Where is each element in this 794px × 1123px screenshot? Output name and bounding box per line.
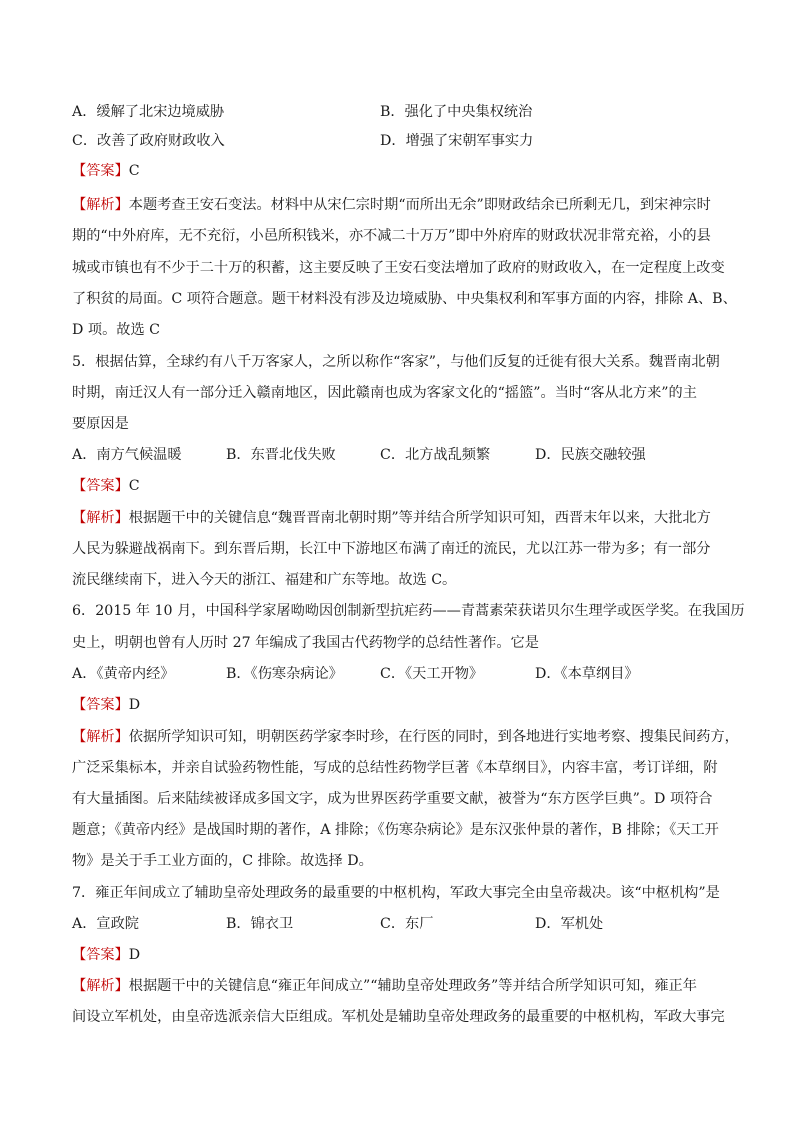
q7-option-a: A．宣政院: [72, 916, 139, 932]
q5-analysis-line-1: [72, 508, 711, 528]
answer-value: D: [128, 947, 141, 963]
q7-option-c: C．东厂: [380, 916, 434, 932]
q5-stem-line-2: 时期，南迁汉人有一部分迁入赣南地区，因此赣南也成为客家文化的“摇篮”。当时“客从北方来”的主: [72, 385, 697, 401]
q5-option-d: D．民族交融较强: [535, 447, 646, 463]
q6-stem-line-1: 6．2015 年 10 月，中国科学家屠呦呦因创制新型抗疟药——青蒿素荣获诺贝尔生理学或医学奖。在我国历: [72, 603, 745, 619]
answer-value: C: [128, 478, 140, 494]
analysis-text: 根据题干中的关键信息“魏晋晋南北朝时期”等并结合所学知识可知，西晋末年以来，大批北方: [128, 510, 711, 526]
answer-tag: 【答案】: [72, 163, 129, 179]
q4-analysis-line-5: D 项。故选 C: [72, 322, 161, 338]
q7-analysis-line-2: 间设立军机处，由皇帝选派亲信大臣组成。军机处是辅助皇帝处理政务的最重要的中枢机构，军政大事完: [72, 1009, 725, 1025]
q5-answer: [72, 476, 140, 496]
answer-tag: 【答案】: [72, 478, 129, 494]
q7-analysis-line-1: [72, 976, 697, 996]
q6-option-a: A．《黄帝内经》: [72, 666, 175, 682]
q7-answer: [72, 945, 140, 965]
q4-answer: [72, 161, 140, 181]
q5-stem-line-1: 5．根据估算，全球约有八千万客家人，之所以称作“客家”，与他们反复的迁徙有很大关系。魏晋南北朝: [72, 354, 720, 370]
analysis-tag: 【解析】: [72, 729, 129, 745]
analysis-text: 根据题干中的关键信息“雍正年间成立”“辅助皇帝处理政务”等并结合所学知识可知，雍正年: [128, 978, 697, 994]
q5-option-a: A．南方气候温暖: [72, 447, 182, 463]
q6-analysis-line-4: 题意；《黄帝内经》是战国时期的著作，A 排除；《伤寒杂病论》是东汉张仲景的著作，B 排除；《天工开: [72, 822, 719, 838]
q4-option-a: A．缓解了北宋边境威胁: [72, 104, 225, 120]
q7-option-b: B．锦衣卫: [226, 916, 294, 932]
q7-stem-line-1: 7．雍正年间成立了辅助皇帝处理政务的最重要的中枢机构，军政大事完全由皇帝裁决。该“中枢机构”是: [72, 885, 720, 901]
answer-value: D: [128, 697, 141, 713]
answer-value: C: [128, 163, 140, 179]
q6-analysis-line-3: 有大量插图。后来陆续被译成多国文字，成为世界医药学重要文献，被誉为“东方医学巨典”。D 项符合: [72, 791, 713, 807]
q5-option-b: B．东晋北伐失败: [226, 447, 336, 463]
q4-analysis-line-3: 城或市镇也有不少于二十万的积蓄，这主要反映了王安石变法增加了政府的财政收入，在一定程度上改变: [72, 260, 725, 276]
q6-analysis-line-1: [72, 727, 739, 747]
answer-tag: 【答案】: [72, 947, 129, 963]
q6-stem-line-2: 史上，明朝也曾有人历时 27 年编成了我国古代药物学的总结性著作。它是: [72, 635, 539, 651]
analysis-text: 本题考查王安石变法。材料中从宋仁宗时期“而所出无余”即财政结余已所剩无几，到宋神宗时: [128, 197, 711, 213]
q5-stem-line-3: 要原因是: [72, 416, 129, 432]
q6-option-b: B．《伤寒杂病论》: [226, 666, 343, 682]
q4-option-d: D．增强了宋朝军事实力: [380, 133, 534, 149]
q4-option-b: B．强化了中央集权统治: [380, 104, 533, 120]
q5-option-c: C．北方战乱频繁: [380, 447, 491, 463]
q4-option-c: C．改善了政府财政收入: [72, 133, 225, 149]
analysis-text: 依据所学知识可知，明朝医药学家李时珍，在行医的同时，到各地进行实地考察、搜集民间药方，: [128, 729, 739, 745]
analysis-tag: 【解析】: [72, 197, 129, 213]
q4-analysis-line-2: 期的“中外府库，无不充衍，小邑所积钱米，亦不减二十万万”即中外府库的财政状况非常充裕，小的县: [72, 228, 711, 244]
q6-answer: [72, 695, 140, 715]
analysis-tag: 【解析】: [72, 510, 129, 526]
q7-option-d: D．军机处: [535, 916, 604, 932]
answer-tag: 【答案】: [72, 697, 129, 713]
q4-analysis-line-4: 了积贫的局面。C 项符合题意。题干材料没有涉及边境威胁、中央集权利和军事方面的内容，排除 A、B、: [72, 291, 737, 307]
q5-analysis-line-3: 流民继续南下，进入今天的浙江、福建和广东等地。故选 C。: [72, 572, 457, 588]
analysis-tag: 【解析】: [72, 978, 129, 994]
q4-analysis-line-1: [72, 195, 711, 215]
q6-option-c: C．《天工开物》: [380, 666, 484, 682]
q6-option-d: D．《本草纲目》: [535, 666, 639, 682]
q6-analysis-line-5: 物》是关于手工业方面的，C 排除。故选择 D。: [72, 853, 373, 869]
q5-analysis-line-2: 人民为躲避战祸南下。到东晋后期，长江中下游地区布满了南迁的流民，尤以江苏一带为多；有一部分: [72, 541, 711, 557]
q6-analysis-line-2: 广泛采集标本，并亲自试验药物性能，写成的总结性药物学巨著《本草纲目》，内容丰富，考订详细，附: [72, 760, 718, 776]
